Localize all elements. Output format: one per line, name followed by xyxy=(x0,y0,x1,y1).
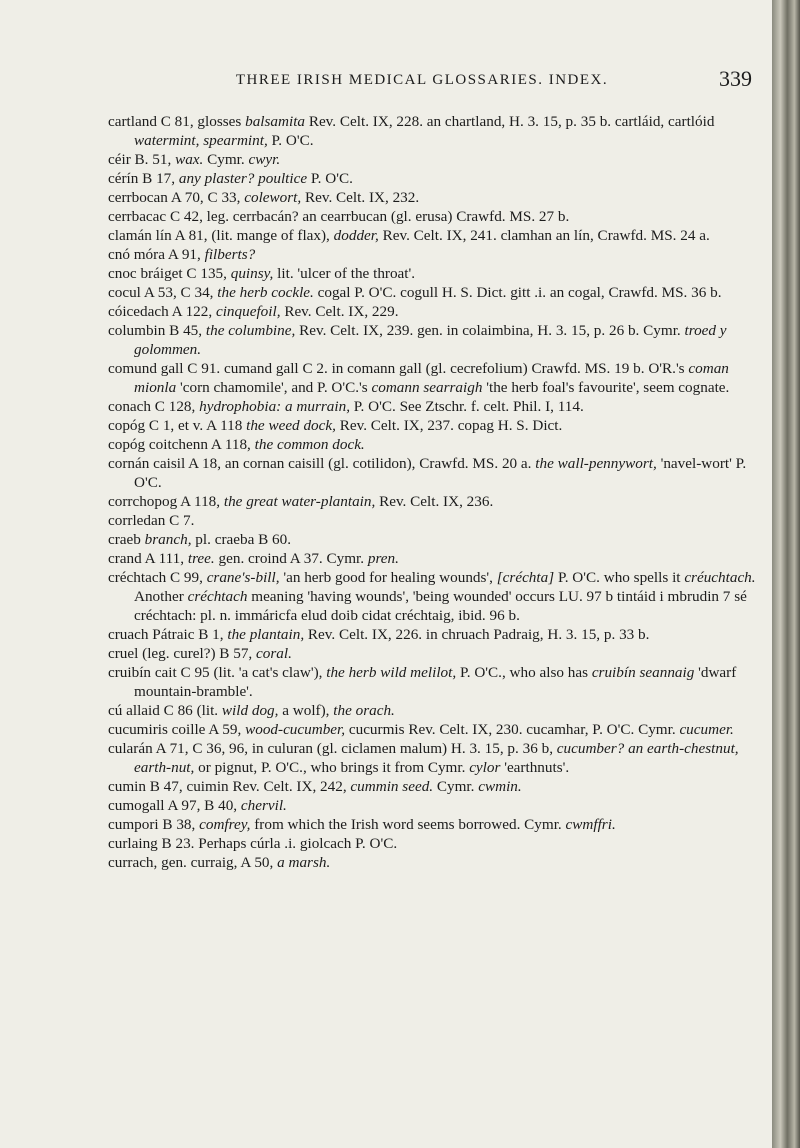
entry-text: 'navel-wort' P. O'C. xyxy=(134,455,747,491)
entry-text: cóicedach A 122, xyxy=(108,303,216,320)
entry-gloss-italic: the weed dock, xyxy=(246,417,336,434)
entry-text: céir B. 51, xyxy=(108,151,176,168)
glossary-entry xyxy=(108,701,758,720)
glossary-entry xyxy=(108,530,758,549)
entry-gloss-italic: the plantain, xyxy=(227,626,305,643)
entry-gloss-italic: the great water-plantain, xyxy=(223,493,376,510)
glossary-entry xyxy=(108,644,758,663)
book-page-edge xyxy=(772,0,800,1148)
entry-gloss-italic: chervil. xyxy=(240,797,287,814)
entry-text: créchtach C 99, xyxy=(108,569,207,586)
entry-text: cucumiris coille A 59, xyxy=(108,721,246,738)
entry-gloss-italic: the herb wild melilot, xyxy=(326,664,457,681)
entry-gloss-italic: quinsy, xyxy=(230,265,274,282)
entry-gloss-italic: watermint, spearmint, xyxy=(134,132,268,149)
entry-gloss-italic: a marsh. xyxy=(277,854,331,871)
glossary-entry xyxy=(108,169,758,188)
entry-gloss-italic: wood-cucumber, xyxy=(245,721,346,738)
entry-text: meaning 'having wounds', 'being wounded' occurs LU. 97 b tintáid i mbrudin 7 sé créchtach: pl. n. immáricfa elud doib cidat créchtaig, ibid. 96 b. xyxy=(134,588,747,624)
entry-gloss-italic: coral. xyxy=(256,645,292,662)
entry-gloss-italic: cwmin. xyxy=(478,778,522,795)
entry-text: cruach Pátraic B 1, xyxy=(108,626,228,643)
entry-text: cú allaid C 86 (lit. xyxy=(108,702,222,719)
entry-text: 'corn chamomile', and P. O'C.'s xyxy=(176,379,372,396)
entry-gloss-italic: wild dog, xyxy=(221,702,279,719)
entry-text: gen. croind A 37. Cymr. xyxy=(214,550,368,567)
entry-gloss-italic: branch, xyxy=(144,531,192,548)
glossary-entry xyxy=(108,207,758,226)
running-head: THREE IRISH MEDICAL GLOSSARIES. INDEX. xyxy=(235,72,609,88)
entry-gloss-italic: hydrophobia: a murrain, xyxy=(199,398,350,415)
entry-text: copóg C 1, et v. A 118 xyxy=(108,417,247,434)
entry-text: cucurmis Rev. Celt. IX, 230. cucamhar, P. O'C. Cymr. xyxy=(345,721,680,738)
glossary-entry xyxy=(108,150,758,169)
glossary-entry xyxy=(108,188,758,207)
glossary-entry xyxy=(108,834,758,853)
entry-text: cocul A 53, C 34, xyxy=(108,284,218,301)
glossary-entry xyxy=(108,397,758,416)
entry-text: P. O'C. xyxy=(307,170,353,187)
page-header xyxy=(92,66,752,96)
entry-text: Another xyxy=(134,588,188,605)
entry-text: a wolf), xyxy=(278,702,334,719)
entry-text: cnó móra A 91, xyxy=(108,246,205,263)
glossary-entry xyxy=(108,492,758,511)
entry-text: P. O'C. xyxy=(267,132,314,149)
entry-gloss-italic: cylor xyxy=(469,759,501,776)
entry-text: pl. craeba B 60. xyxy=(191,531,292,548)
glossary-index-entries xyxy=(108,112,758,872)
glossary-entry xyxy=(108,625,758,644)
entry-gloss-italic: cummin seed. xyxy=(350,778,434,795)
entry-text: P. O'C. See Ztschr. f. celt. Phil. I, 114. xyxy=(350,398,584,415)
entry-text: curlaing B 23. Perhaps cúrla .i. giolcach P. O'C. xyxy=(108,835,398,852)
entry-text: cerrbocan A 70, C 33, xyxy=(108,189,245,206)
entry-gloss-italic: the wall-pennywort, xyxy=(535,455,657,472)
entry-gloss-italic: cinquefoil, xyxy=(215,303,281,320)
glossary-entry xyxy=(108,435,758,454)
entry-gloss-italic: cwyr. xyxy=(248,151,281,168)
entry-gloss-italic: cucumber? an earth-chestnut, earth-nut, xyxy=(134,740,739,776)
entry-text: cumogall A 97, B 40, xyxy=(108,797,241,814)
entry-gloss-italic: dodder, xyxy=(333,227,379,244)
entry-text: corrledan C 7. xyxy=(108,512,195,529)
entry-text: cnoc bráiget C 135, xyxy=(108,265,231,282)
entry-text: crand A 111, xyxy=(108,550,188,567)
glossary-entry xyxy=(108,264,758,283)
glossary-entry xyxy=(108,226,758,245)
entry-gloss-italic: tree. xyxy=(187,550,215,567)
entry-text: from which the Irish word seems borrowed. Cymr. xyxy=(250,816,566,833)
entry-text: cerrbacac C 42, leg. cerrbacán? an cearrbucan (gl. erusa) Crawfd. MS. 27 b. xyxy=(108,208,570,225)
page-number: 339 xyxy=(719,66,752,91)
glossary-entry xyxy=(108,663,758,701)
entry-gloss-italic: balsamita xyxy=(245,113,306,130)
entry-text: Cymr. xyxy=(433,778,479,795)
entry-gloss-italic: the columbine, xyxy=(205,322,296,339)
entry-text: clamán lín A 81, (lit. mange of flax), xyxy=(108,227,334,244)
glossary-entry xyxy=(108,283,758,302)
entry-text: cornán caisil A 18, an cornan caisill (gl. cotilidon), Crawfd. MS. 20 a. xyxy=(108,455,536,472)
entry-text: 'earthnuts'. xyxy=(500,759,570,776)
glossary-entry xyxy=(108,568,758,625)
entry-gloss-italic: troed y golommen. xyxy=(134,322,727,358)
entry-text: 'the herb foal's favourite', seem cognate. xyxy=(482,379,730,396)
entry-text: P. O'C., who also has xyxy=(456,664,592,681)
entry-text: copóg coitchenn A 118, xyxy=(108,436,255,453)
entry-gloss-italic: créuchtach. xyxy=(684,569,756,586)
entry-text: cartland C 81, glosses xyxy=(108,113,246,130)
entry-gloss-italic: the common dock. xyxy=(254,436,365,453)
entry-text: cérín B 17, xyxy=(108,170,179,187)
entry-gloss-italic: any plaster? poultice xyxy=(178,170,308,187)
entry-gloss-italic: [créchta] xyxy=(496,569,555,586)
entry-gloss-italic: the orach. xyxy=(333,702,395,719)
entry-gloss-italic: the herb cockle. xyxy=(217,284,314,301)
entry-text: cumin B 47, cuimin Rev. Celt. IX, 242, xyxy=(108,778,351,795)
entry-text: Rev. Celt. IX, 228. an chartland, H. 3. 15, p. 35 b. cartláid, cartlóid xyxy=(305,113,715,130)
entry-gloss-italic: cruibín seannaig xyxy=(591,664,695,681)
glossary-entry xyxy=(108,739,758,777)
entry-text: Rev. Celt. IX, 232. xyxy=(301,189,420,206)
entry-text: cumpori B 38, xyxy=(108,816,200,833)
entry-gloss-italic: comfrey, xyxy=(199,816,251,833)
entry-text: Rev. Celt. IX, 236. xyxy=(375,493,494,510)
glossary-entry xyxy=(108,245,758,264)
entry-text: 'an herb good for healing wounds', xyxy=(279,569,497,586)
entry-text: currach, gen. curraig, A 50, xyxy=(108,854,278,871)
entry-text: Cymr. xyxy=(203,151,249,168)
entry-text: Rev. Celt. IX, 229. xyxy=(280,303,399,320)
glossary-entry xyxy=(108,321,758,359)
glossary-entry xyxy=(108,815,758,834)
entry-text: Rev. Celt. IX, 241. clamhan an lín, Crawfd. MS. 24 a. xyxy=(378,227,710,244)
entry-text: lit. 'ulcer of the throat'. xyxy=(273,265,416,282)
entry-text: corrchopog A 118, xyxy=(108,493,224,510)
entry-text: P. O'C. who spells it xyxy=(554,569,685,586)
entry-text: comund gall C 91. cumand gall C 2. in comann gall (gl. cecrefolium) Crawfd. MS. 19 b. O'R.'s xyxy=(108,360,689,377)
glossary-entry xyxy=(108,454,758,492)
glossary-entry xyxy=(108,720,758,739)
entry-text: cogal P. O'C. cogull H. S. Dict. gitt .i. an cogal, Crawfd. MS. 36 b. xyxy=(313,284,722,301)
glossary-entry xyxy=(108,302,758,321)
entry-text: cruibín cait C 95 (lit. 'a cat's claw'), xyxy=(108,664,327,681)
entry-gloss-italic: cwmffri. xyxy=(565,816,616,833)
entry-text: Rev. Celt. IX, 226. in chruach Padraig, H. 3. 15, p. 33 b. xyxy=(304,626,650,643)
entry-text: Rev. Celt. IX, 237. copag H. S. Dict. xyxy=(335,417,563,434)
entry-text: cularán A 71, C 36, 96, in culuran (gl. ciclamen malum) H. 3. 15, p. 36 b, xyxy=(108,740,557,757)
entry-gloss-italic: comann searraigh xyxy=(371,379,483,396)
entry-gloss-italic: wax. xyxy=(175,151,204,168)
glossary-entry xyxy=(108,416,758,435)
entry-gloss-italic: coman mionla xyxy=(134,360,729,396)
glossary-entry xyxy=(108,777,758,796)
entry-gloss-italic: crane's-bill, xyxy=(206,569,280,586)
entry-gloss-italic: créchtach xyxy=(187,588,248,605)
entry-gloss-italic: colewort, xyxy=(244,189,302,206)
entry-text: craeb xyxy=(108,531,145,548)
entry-text: cruel (leg. curel?) B 57, xyxy=(108,645,257,662)
glossary-entry xyxy=(108,359,758,397)
entry-text: 'dwarf mountain-bramble'. xyxy=(134,664,737,700)
entry-text: conach C 128, xyxy=(108,398,200,415)
glossary-entry xyxy=(108,796,758,815)
entry-text: or pignut, P. O'C., who brings it from Cymr. xyxy=(194,759,470,776)
glossary-entry xyxy=(108,511,758,530)
glossary-entry xyxy=(108,112,758,150)
entry-gloss-italic: filberts? xyxy=(204,246,256,263)
glossary-entry xyxy=(108,853,758,872)
entry-text: columbin B 45, xyxy=(108,322,206,339)
glossary-entry xyxy=(108,549,758,568)
entry-text: Rev. Celt. IX, 239. gen. in colaimbina, H. 3. 15, p. 26 b. Cymr. xyxy=(295,322,685,339)
entry-gloss-italic: pren. xyxy=(367,550,399,567)
entry-gloss-italic: cucumer. xyxy=(679,721,734,738)
